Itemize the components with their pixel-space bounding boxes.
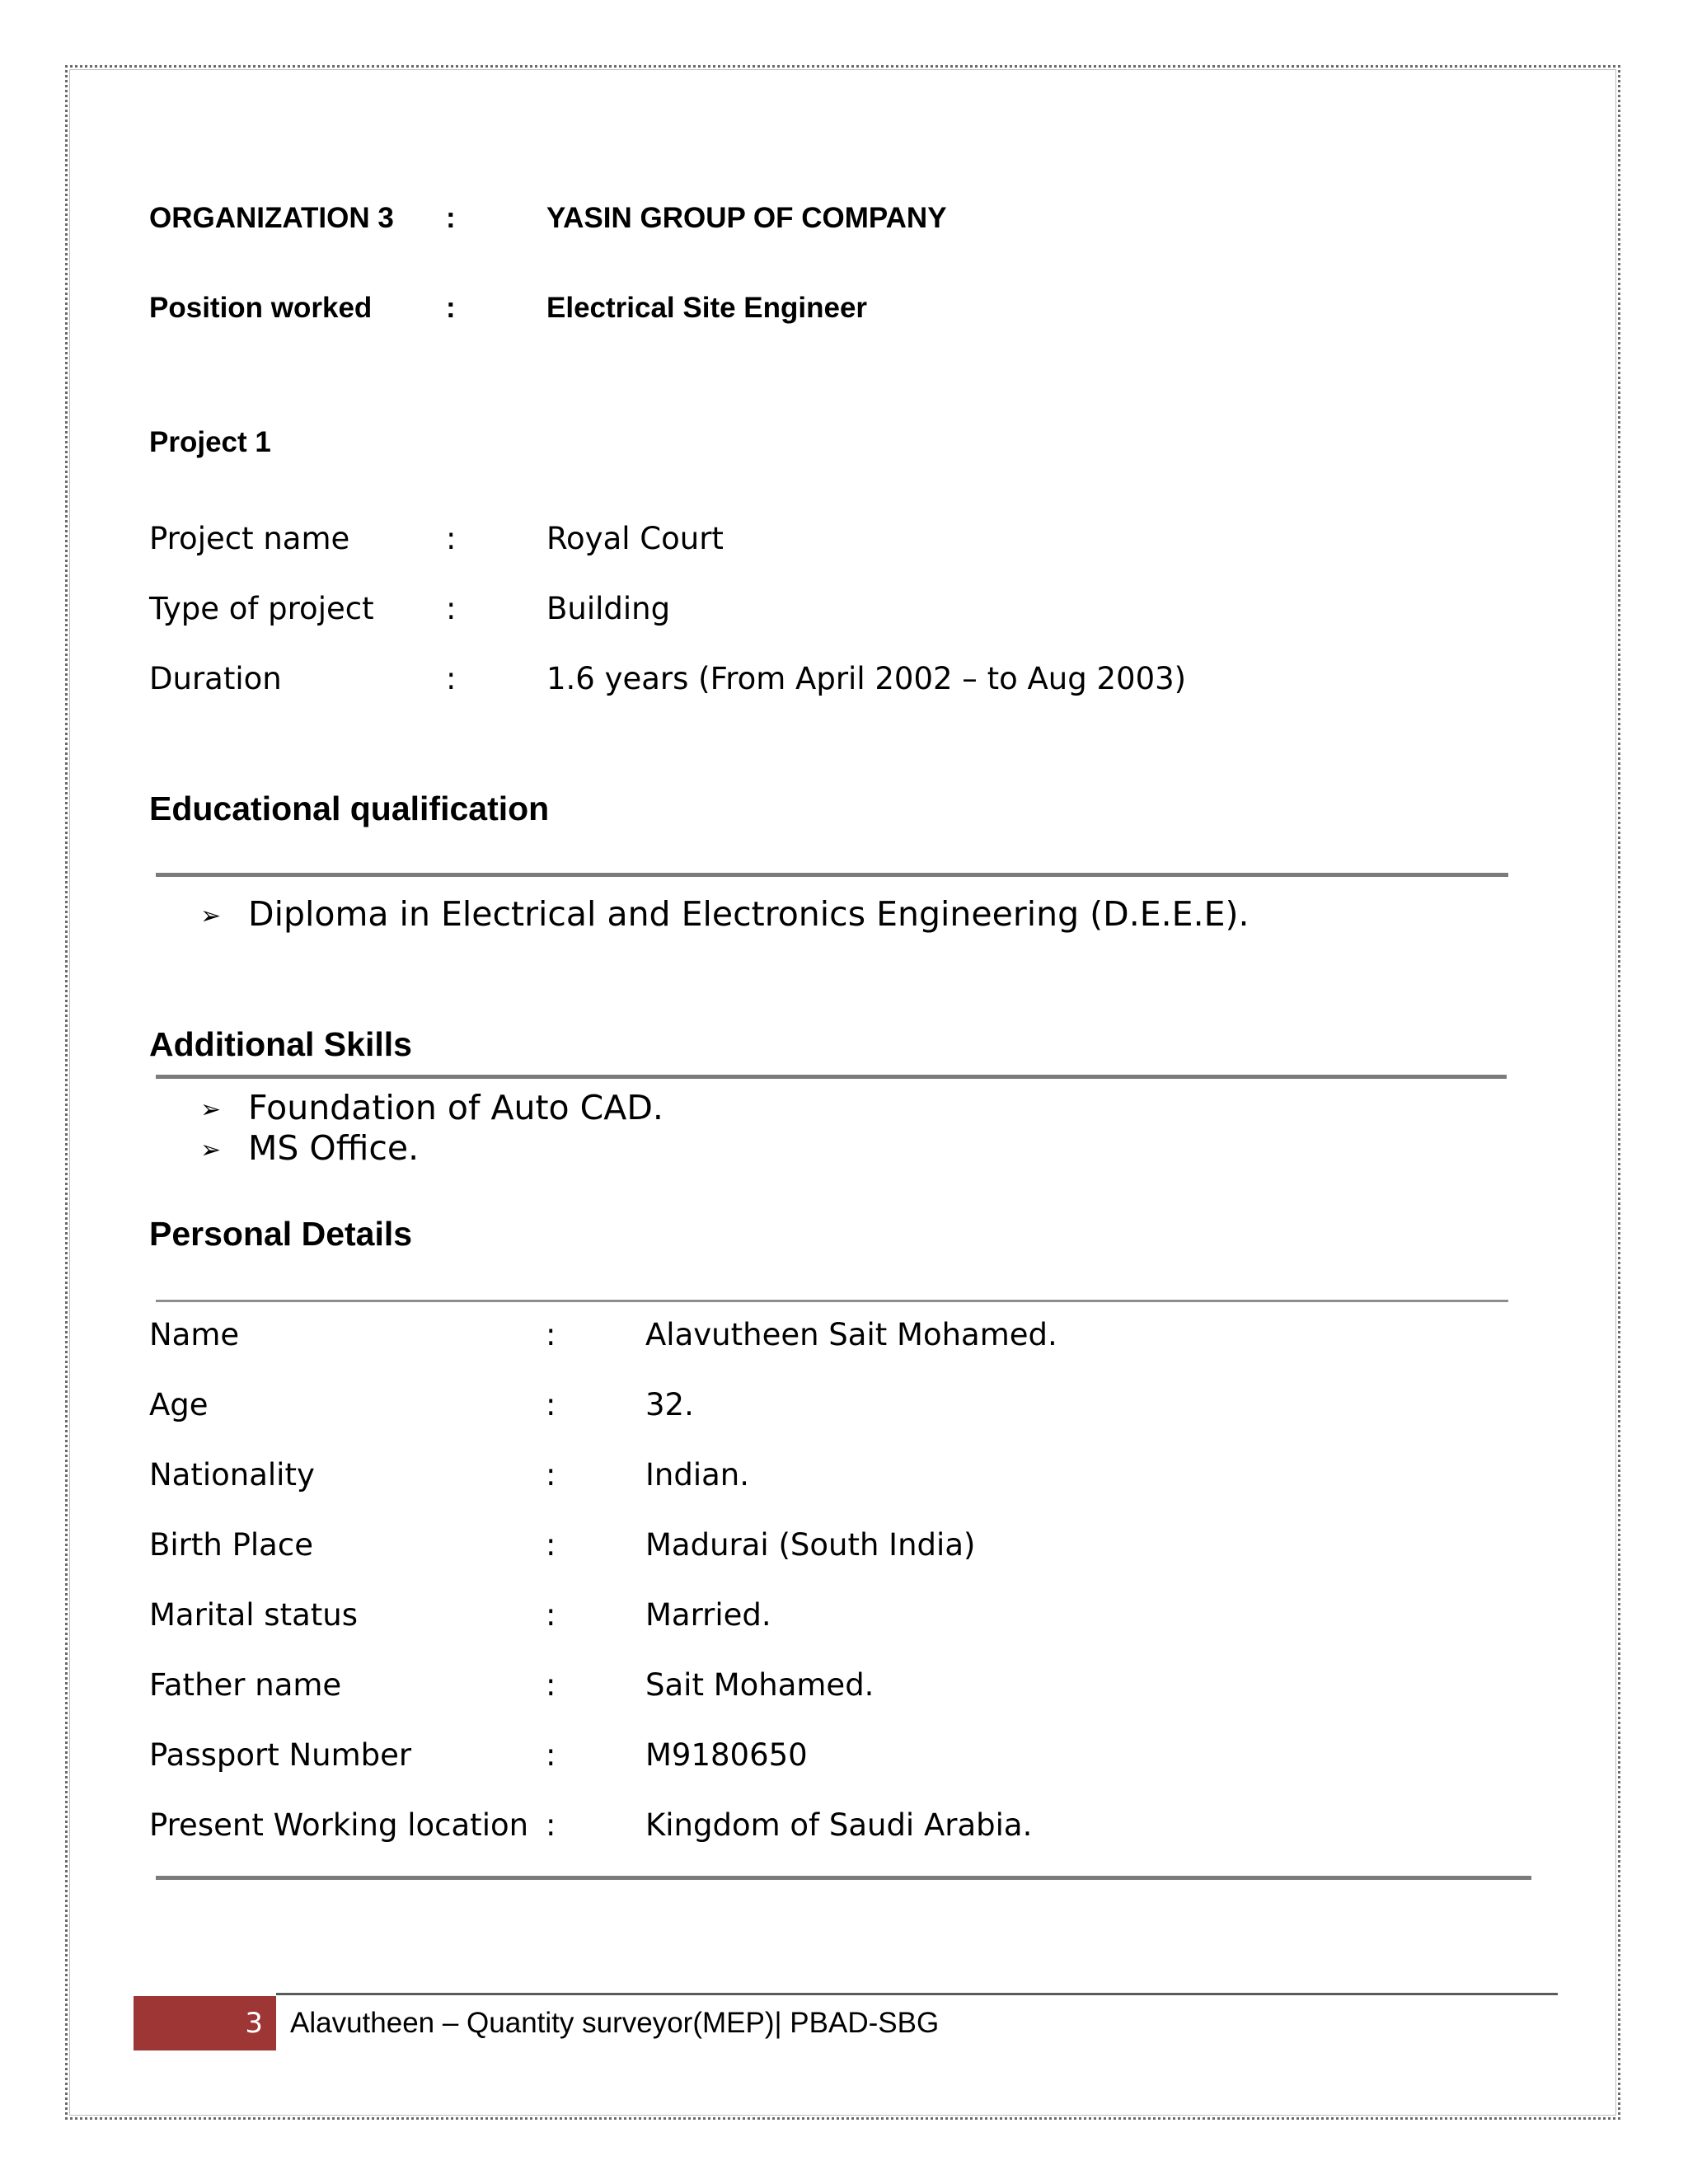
skills-item: Foundation of Auto CAD. [248,1088,663,1127]
education-divider [156,873,1508,877]
personal-divider-top [156,1300,1508,1302]
skills-bullet-icon: ➢ [200,1136,222,1165]
personal-label: Father name [149,1667,342,1703]
project-name-separator: : [446,521,457,556]
skills-heading: Additional Skills [149,1025,412,1063]
project-duration-value: 1.6 years (From April 2002 – to Aug 2003) [546,661,1187,696]
education-heading: Educational qualification [149,790,550,827]
personal-label: Marital status [149,1597,359,1633]
organization-value: YASIN GROUP OF COMPANY [546,202,947,234]
personal-value: Indian. [645,1457,750,1493]
project-type-separator: : [446,591,457,626]
personal-label: Name [149,1317,240,1352]
education-item: Diploma in Electrical and Electronics Engineering (D.E.E.E). [248,894,1250,934]
project-name-label: Project name [149,521,350,556]
education-bullet-icon: ➢ [200,902,222,930]
personal-separator: : [546,1317,556,1352]
personal-label: Age [149,1387,209,1422]
personal-separator: : [546,1737,556,1773]
project-name-value: Royal Court [546,521,724,556]
skills-bullet-icon: ➢ [200,1095,222,1124]
personal-value: Sait Mohamed. [645,1667,874,1703]
footer-page-number: 3 [245,2007,263,2040]
project-type-value: Building [546,591,671,626]
personal-label: Passport Number [149,1737,412,1773]
project-duration-label: Duration [149,661,282,696]
skills-divider [156,1075,1507,1079]
personal-separator: : [546,1457,556,1493]
position-value: Electrical Site Engineer [546,292,868,324]
personal-value: Alavutheen Sait Mohamed. [645,1317,1057,1352]
personal-separator: : [546,1807,556,1843]
personal-separator: : [546,1527,556,1563]
position-label: Position worked [149,292,373,324]
personal-value: M9180650 [645,1737,808,1773]
footer-text: Alavutheen – Quantity surveyor(MEP)| PBAD-SBG [290,2007,940,2039]
personal-value: Kingdom of Saudi Arabia. [645,1807,1033,1843]
skills-item: MS Office. [248,1128,420,1168]
personal-separator: : [546,1667,556,1703]
personal-heading: Personal Details [149,1215,413,1253]
personal-label: Birth Place [149,1527,313,1563]
personal-value: 32. [645,1387,694,1422]
personal-separator: : [546,1597,556,1633]
organization-label: ORGANIZATION 3 [149,202,394,234]
footer-rule [276,1993,1558,1995]
personal-value: Married. [645,1597,771,1633]
organization-separator: : [446,202,456,234]
personal-divider-bottom [156,1876,1531,1880]
personal-value: Madurai (South India) [645,1527,976,1563]
project-duration-separator: : [446,661,457,696]
project-type-label: Type of project [149,591,374,626]
position-separator: : [446,292,456,324]
personal-label: Nationality [149,1457,315,1493]
project-heading: Project 1 [149,426,271,458]
personal-label: Present Working location [149,1807,529,1843]
personal-separator: : [546,1387,556,1422]
